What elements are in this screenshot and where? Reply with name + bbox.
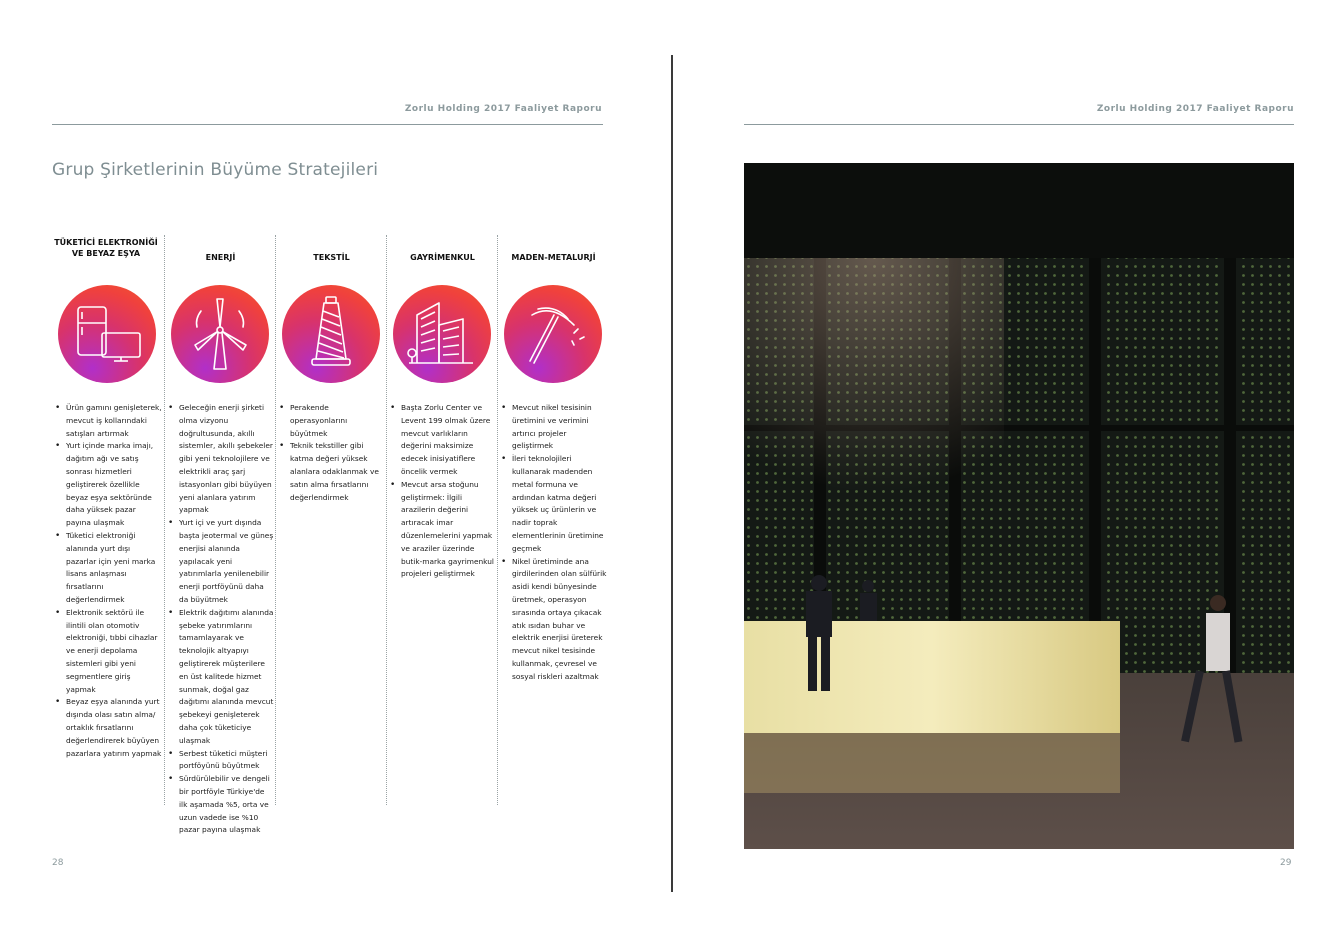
list-item: • Mevcut nikel tesisinin üretimini ve verimini artırıcı projeler geliştirmek: [500, 402, 608, 453]
list-item: • Perakende operasyonlarını büyütmek: [278, 402, 386, 440]
list-item: • Yurt içinde marka imajı, dağıtım ağı ve satış sonrası hizmetleri geliştirerek özellikle beyaz eşya sektöründe daha yüksek pazar payına ulaşmak: [54, 440, 162, 530]
lobby-photo-image: [744, 163, 1294, 849]
page-number: 29: [1280, 858, 1292, 868]
list-item: • Tüketici elektroniği alanında yurt dışı pazarlar için yeni marka lisans anlaşması fırsatlarını değerlendirmek: [54, 530, 162, 607]
strategy-column-energy: [165, 235, 276, 835]
strategy-list: [389, 402, 497, 581]
list-item: • Yurt içi ve yurt dışında başta jeotermal ve güneş enerjisi alanında yapılacak yeni yatırımlarla yenilenebilir enerji portföyünü daha da büyütmek: [167, 517, 275, 607]
strategy-list: [500, 402, 608, 684]
strategy-list: [278, 402, 386, 504]
list-item: • Elektrik dağıtımı alanında şebeke yatırımlarını tamamlayarak ve teknolojik altyapıyı geliştirerek müşterilere en üst kalitede hizmet sunmak, doğal gaz dağıtımı alanında mevcut şebekeyi genişleterek daha çok tüketiciye ulaşmak: [167, 607, 275, 748]
strategy-column-textile: [276, 235, 387, 805]
page-number: 28: [52, 858, 64, 868]
category-badge: [282, 285, 380, 383]
category-badge: [504, 285, 602, 383]
list-item: • Nikel üretiminde ana girdilerinden olan sülfürik asidi kendi bünyesinde üretmek, operasyon sırasında ortaya çıkacak atık ısıdan buhar ve elektrik enerjisi üreterek mevcut nikel tesisinde kullanmak, çevresel ve sosyal riskleri azaltmak: [500, 556, 608, 684]
strategy-list: [167, 402, 275, 837]
list-item: • Beyaz eşya alanında yurt dışında olası satın alma/ ortaklık fırsatlarını değerlendirerek büyüyen pazarlara yatırım yapmak: [54, 696, 162, 760]
column-heading: ENERJİ: [205, 253, 236, 262]
header-rule: [52, 124, 603, 125]
yarn-spool-icon: [282, 285, 380, 383]
page-spine: [671, 55, 673, 892]
buildings-icon: [393, 285, 491, 383]
category-badge: [171, 285, 269, 383]
lobby-photo: [744, 163, 1294, 849]
list-item: • Ürün gamını genişleterek, mevcut iş kollarındaki satışları artırmak: [54, 402, 162, 440]
page-title: Grup Şirketlerinin Büyüme Stratejileri: [52, 160, 379, 180]
running-header: Zorlu Holding 2017 Faaliyet Raporu: [1096, 104, 1294, 114]
pickaxe-icon: [504, 285, 602, 383]
column-heading: GAYRİMENKUL: [410, 253, 475, 262]
list-item: • Geleceğin enerji şirketi olma vizyonu doğrultusunda, akıllı sistemler, akıllı şebekeler gibi yeni teknolojilere ve elektrikli araç şarj istasyonları gibi büyüyen yeni alanlara yatırım yapmak: [167, 402, 275, 517]
appliances-icon: [58, 285, 156, 383]
strategy-column-consumer-electronics: [52, 235, 163, 805]
list-item: • Elektronik sektörü ile ilintili olan otomotiv elektroniği, tıbbi cihazlar ve enerji depolama sistemleri gibi yeni segmentlere giriş yapmak: [54, 607, 162, 697]
column-heading: MADEN-METALURJİ: [511, 253, 596, 262]
list-item: • Mevcut arsa stoğunu geliştirmek: İlgili arazilerin değerini artıracak imar düzenlemelerini yapmak ve araziler üzerinde butik-marka gayrimenkul projeleri geliştirmek: [389, 479, 497, 581]
list-item: • Sürdürülebilir ve dengeli bir portföyle Türkiye'de ilk aşamada %5, orta ve uzun vadede ise %10 pazar payına ulaşmak: [167, 773, 275, 837]
strategy-column-mining-metallurgy: [498, 235, 609, 805]
list-item: • Serbest tüketici müşteri portföyünü büyütmek: [167, 748, 275, 774]
header-rule: [744, 124, 1294, 125]
list-item: • Başta Zorlu Center ve Levent 199 olmak üzere mevcut varlıkların değerini maksimize edecek inisiyatiflere öncelik vermek: [389, 402, 497, 479]
strategy-list: [54, 402, 162, 760]
list-item: • Teknik tekstiller gibi katma değeri yüksek alanlara odaklanmak ve satın alma fırsatlarını değerlendirmek: [278, 440, 386, 504]
wind-turbine-icon: [171, 285, 269, 383]
column-heading: TEKSTİL: [313, 253, 350, 262]
category-badge: [393, 285, 491, 383]
running-header: Zorlu Holding 2017 Faaliyet Raporu: [404, 104, 602, 114]
column-heading: TÜKETİCİ ELEKTRONİĞİ VE BEYAZ EŞYA: [54, 238, 158, 258]
right-page: [674, 0, 1344, 945]
list-item: • İleri teknolojileri kullanarak madenden metal formuna ve ardından katma değeri yüksek uç ürünlerin ve nadir toprak elementlerinin üretimine geçmek: [500, 453, 608, 555]
strategy-column-real-estate: [387, 235, 498, 805]
category-badge: [58, 285, 156, 383]
